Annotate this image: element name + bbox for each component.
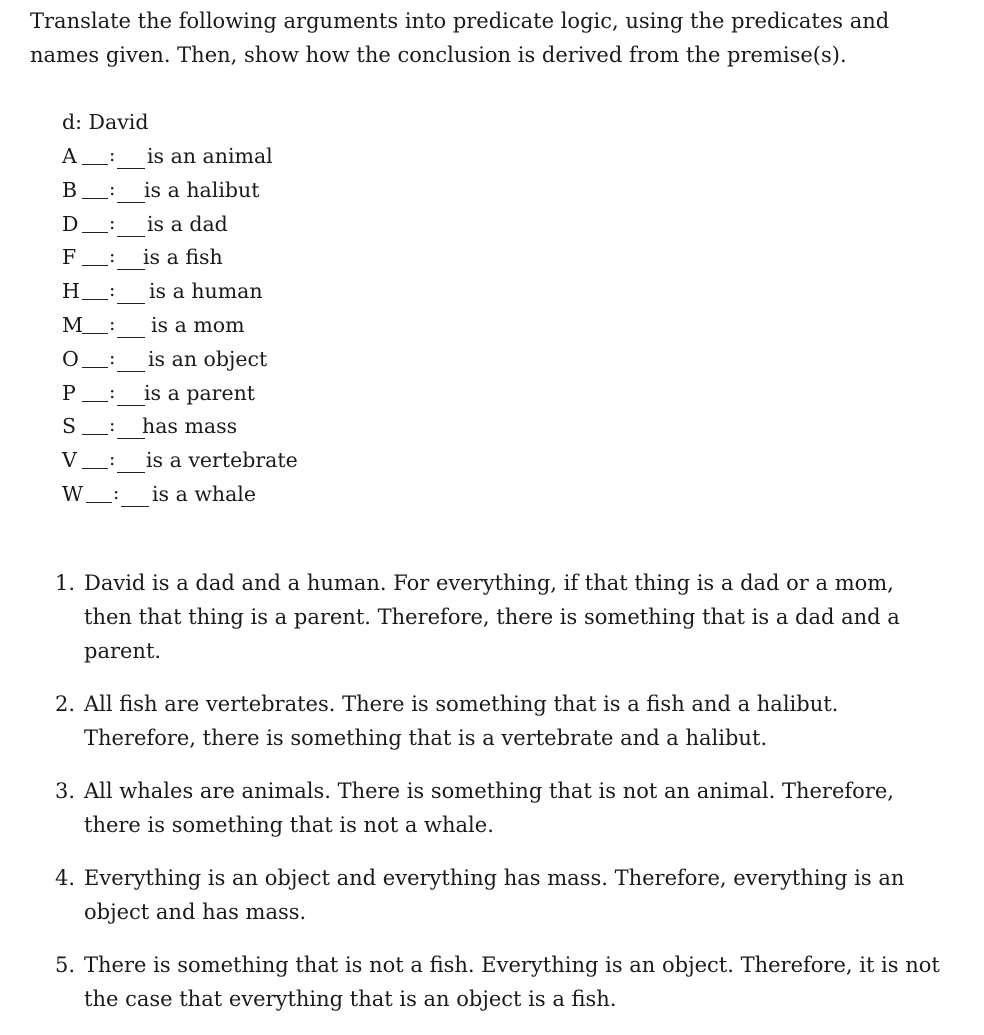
blank-line bbox=[117, 309, 145, 338]
instructions-paragraph: Translate the following arguments into predicate logic, using the predicates and names given. Then, show how the conclusion is derived from the premise(s). bbox=[30, 9, 890, 67]
predicate-letter: M bbox=[62, 312, 83, 337]
argument-item bbox=[0, 948, 944, 1016]
blank-line bbox=[82, 444, 108, 469]
blank-line bbox=[117, 343, 145, 372]
blank-line bbox=[117, 275, 145, 304]
blank-line bbox=[121, 478, 149, 507]
predicate-letter: S bbox=[62, 414, 77, 439]
predicate-meaning: is a fish bbox=[143, 245, 223, 270]
argument-text: All fish are vertebrates. There is something that is a fish and a halibut. Therefore, there is something that is a vertebrate and a halibut. bbox=[84, 692, 839, 750]
argument-number: 2. bbox=[55, 692, 76, 716]
blank-line bbox=[117, 241, 145, 270]
predicate-letter: V bbox=[62, 448, 77, 473]
argument-number: 5. bbox=[55, 953, 76, 977]
predicate-meaning: is a human bbox=[149, 279, 263, 304]
argument-item bbox=[0, 566, 944, 668]
argument-item bbox=[0, 861, 944, 929]
argument-number: 3. bbox=[55, 779, 76, 803]
predicate-meaning: is a dad bbox=[147, 211, 228, 236]
predicate-letter: O bbox=[62, 346, 79, 371]
blank-line bbox=[117, 377, 145, 406]
blank-line bbox=[86, 478, 112, 503]
predicate-letter: W bbox=[62, 481, 84, 506]
argument-list bbox=[0, 566, 944, 1035]
blank-line bbox=[117, 174, 145, 203]
argument-number: 1. bbox=[55, 571, 76, 595]
predicate-letter: B bbox=[62, 177, 78, 202]
argument-number: 4. bbox=[55, 866, 76, 890]
blank-line bbox=[82, 241, 108, 266]
predicate-letter: A bbox=[62, 144, 77, 168]
predicate-letter: F bbox=[62, 245, 77, 270]
predicate-meaning: is an animal bbox=[147, 144, 273, 168]
predicate-meaning: is a whale bbox=[152, 481, 256, 506]
predicate-colon: : bbox=[109, 414, 116, 437]
predicate-meaning: is a parent bbox=[144, 380, 256, 405]
blank-line bbox=[82, 275, 108, 300]
blank-line bbox=[82, 208, 108, 233]
predicate-meaning: is a halibut bbox=[144, 177, 260, 202]
predicate-colon: : bbox=[109, 380, 116, 403]
predicate-colon: : bbox=[109, 312, 116, 335]
argument-text: There is something that is not a fish. Everything is an object. Therefore, it is not the case that everything that is an object is a fish. bbox=[84, 953, 940, 1011]
blank-line bbox=[82, 309, 108, 334]
predicate-meaning: is a mom bbox=[151, 312, 245, 337]
blank-line bbox=[117, 444, 145, 473]
name-definition: d: David bbox=[62, 110, 149, 134]
argument-item bbox=[0, 687, 944, 755]
predicate-letter: P bbox=[62, 380, 76, 405]
blank-line bbox=[117, 208, 145, 237]
predicate-colon: : bbox=[109, 346, 116, 369]
blank-line bbox=[117, 410, 145, 439]
blank-line bbox=[82, 343, 108, 368]
argument-text: David is a dad and a human. For everything, if that thing is a dad or a mom, then that thing is a parent. Therefore, there is something that is a dad and a parent. bbox=[84, 571, 900, 663]
predicate-letter: H bbox=[62, 279, 80, 304]
blank-line bbox=[82, 174, 108, 199]
blank-line bbox=[82, 140, 108, 165]
argument-item bbox=[0, 774, 944, 842]
predicate-letter: D bbox=[62, 211, 79, 236]
predicate-colon: : bbox=[109, 177, 116, 200]
predicate-meaning: is an object bbox=[148, 346, 268, 371]
blank-line bbox=[82, 377, 108, 402]
predicate-colon: : bbox=[109, 245, 116, 268]
predicate-colon: : bbox=[109, 211, 116, 234]
predicate-colon: : bbox=[113, 481, 120, 504]
predicate-colon: : bbox=[109, 448, 116, 471]
blank-line bbox=[117, 140, 145, 169]
argument-text: Everything is an object and everything has mass. Therefore, everything is an object and has mass. bbox=[84, 866, 905, 924]
predicate-meaning: has mass bbox=[142, 414, 238, 439]
argument-text: All whales are animals. There is something that is not an animal. Therefore, there is something that is not a whale. bbox=[84, 779, 894, 837]
predicate-colon: : bbox=[109, 144, 116, 166]
predicate-colon: : bbox=[109, 279, 116, 302]
blank-line bbox=[82, 410, 108, 435]
predicate-meaning: is a vertebrate bbox=[146, 448, 298, 473]
